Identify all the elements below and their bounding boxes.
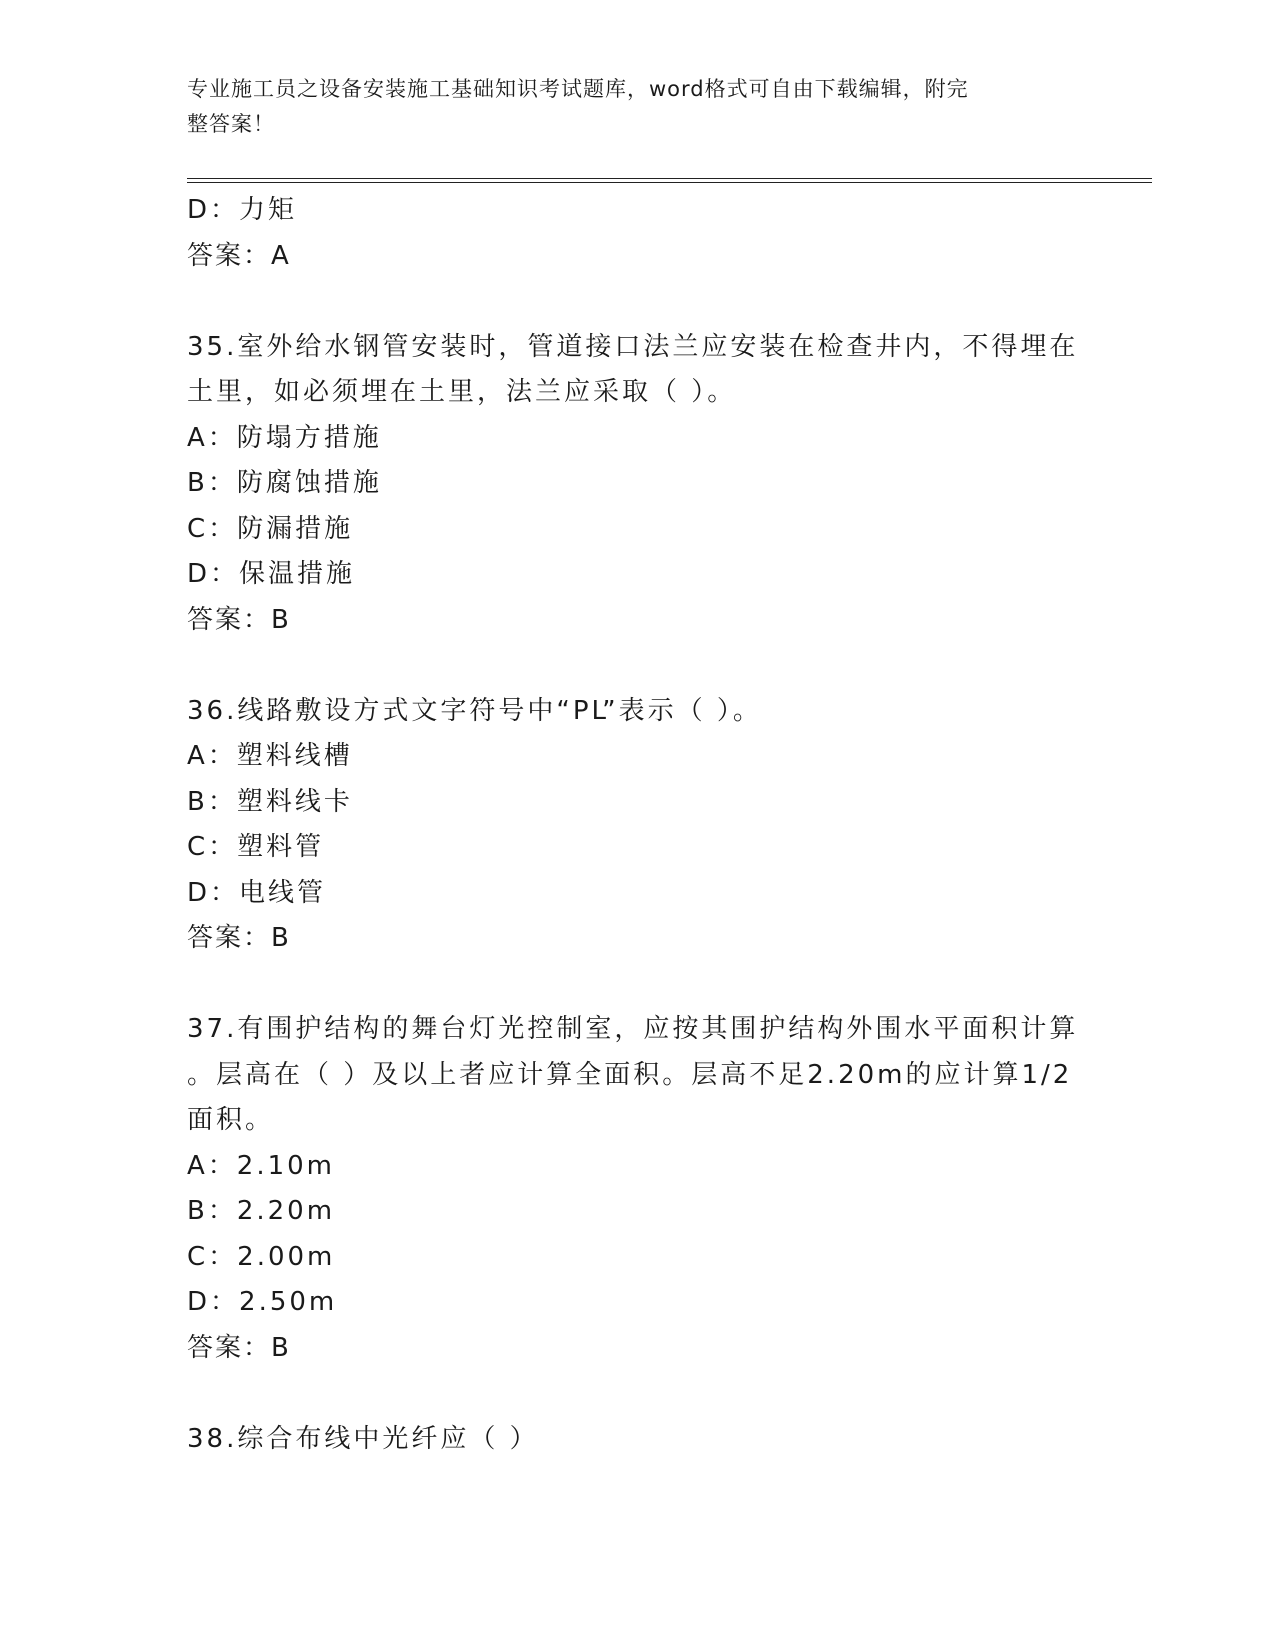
header-line-1: 专业施工员之设备安装施工基础知识考试题库，word格式可自由下载编辑，附完: [187, 77, 969, 101]
question-text-line-1: 36.线路敷设方式文字符号中“PL”表示（ ）。: [187, 695, 762, 726]
question-text-line-2: 土里，如必须埋在土里，法兰应采取（ ）。: [187, 377, 737, 407]
answer: 答案：B: [187, 604, 291, 635]
option-d: D：电线管: [187, 877, 327, 908]
question-34-tail: [187, 188, 1087, 279]
option-a: A：2.10m: [187, 1150, 336, 1181]
answer: 答案：A: [187, 240, 291, 271]
option-d: D：力矩: [187, 195, 298, 225]
option-c: C：防漏措施: [187, 513, 354, 544]
spacer: [187, 643, 1087, 689]
option-b: B：2.20m: [187, 1196, 336, 1226]
answer: 答案：B: [187, 923, 291, 953]
question-38: [187, 1417, 1087, 1463]
option-a: A：防塌方措施: [187, 422, 382, 453]
question-35: [187, 325, 1087, 644]
option-d: D：2.50m: [187, 1287, 338, 1317]
document-body: [187, 188, 1087, 1462]
spacer: [187, 962, 1087, 1008]
question-text-line-1: 38.综合布线中光纤应（ ）: [187, 1423, 539, 1454]
question-37: [187, 1007, 1087, 1371]
option-c: C：2.00m: [187, 1241, 336, 1272]
question-36: [187, 689, 1087, 962]
header-divider-top: [187, 178, 1152, 179]
question-text-line-3: 面积。: [187, 1105, 275, 1135]
question-text-line-2: 。层高在（ ）及以上者应计算全面积。层高不足2.20m的应计算1/2: [187, 1059, 1073, 1090]
answer: 答案：B: [187, 1332, 291, 1363]
option-c: C：塑料管: [187, 832, 325, 862]
question-text-line-1: 35.室外给水钢管安装时，管道接口法兰应安装在检查井内，不得埋在: [187, 331, 1079, 362]
header-line-2: 整答案！: [187, 112, 275, 136]
option-b: B：塑料线卡: [187, 786, 353, 817]
option-d: D：保温措施: [187, 559, 356, 589]
option-b: B：防腐蚀措施: [187, 468, 382, 498]
spacer: [187, 1371, 1087, 1417]
header-divider-bottom: [187, 182, 1152, 183]
document-header: [187, 72, 1067, 142]
spacer: [187, 279, 1087, 325]
question-text-line-1: 37.有围护结构的舞台灯光控制室，应按其围护结构外围水平面积计算: [187, 1014, 1079, 1044]
option-a: A：塑料线槽: [187, 741, 353, 771]
